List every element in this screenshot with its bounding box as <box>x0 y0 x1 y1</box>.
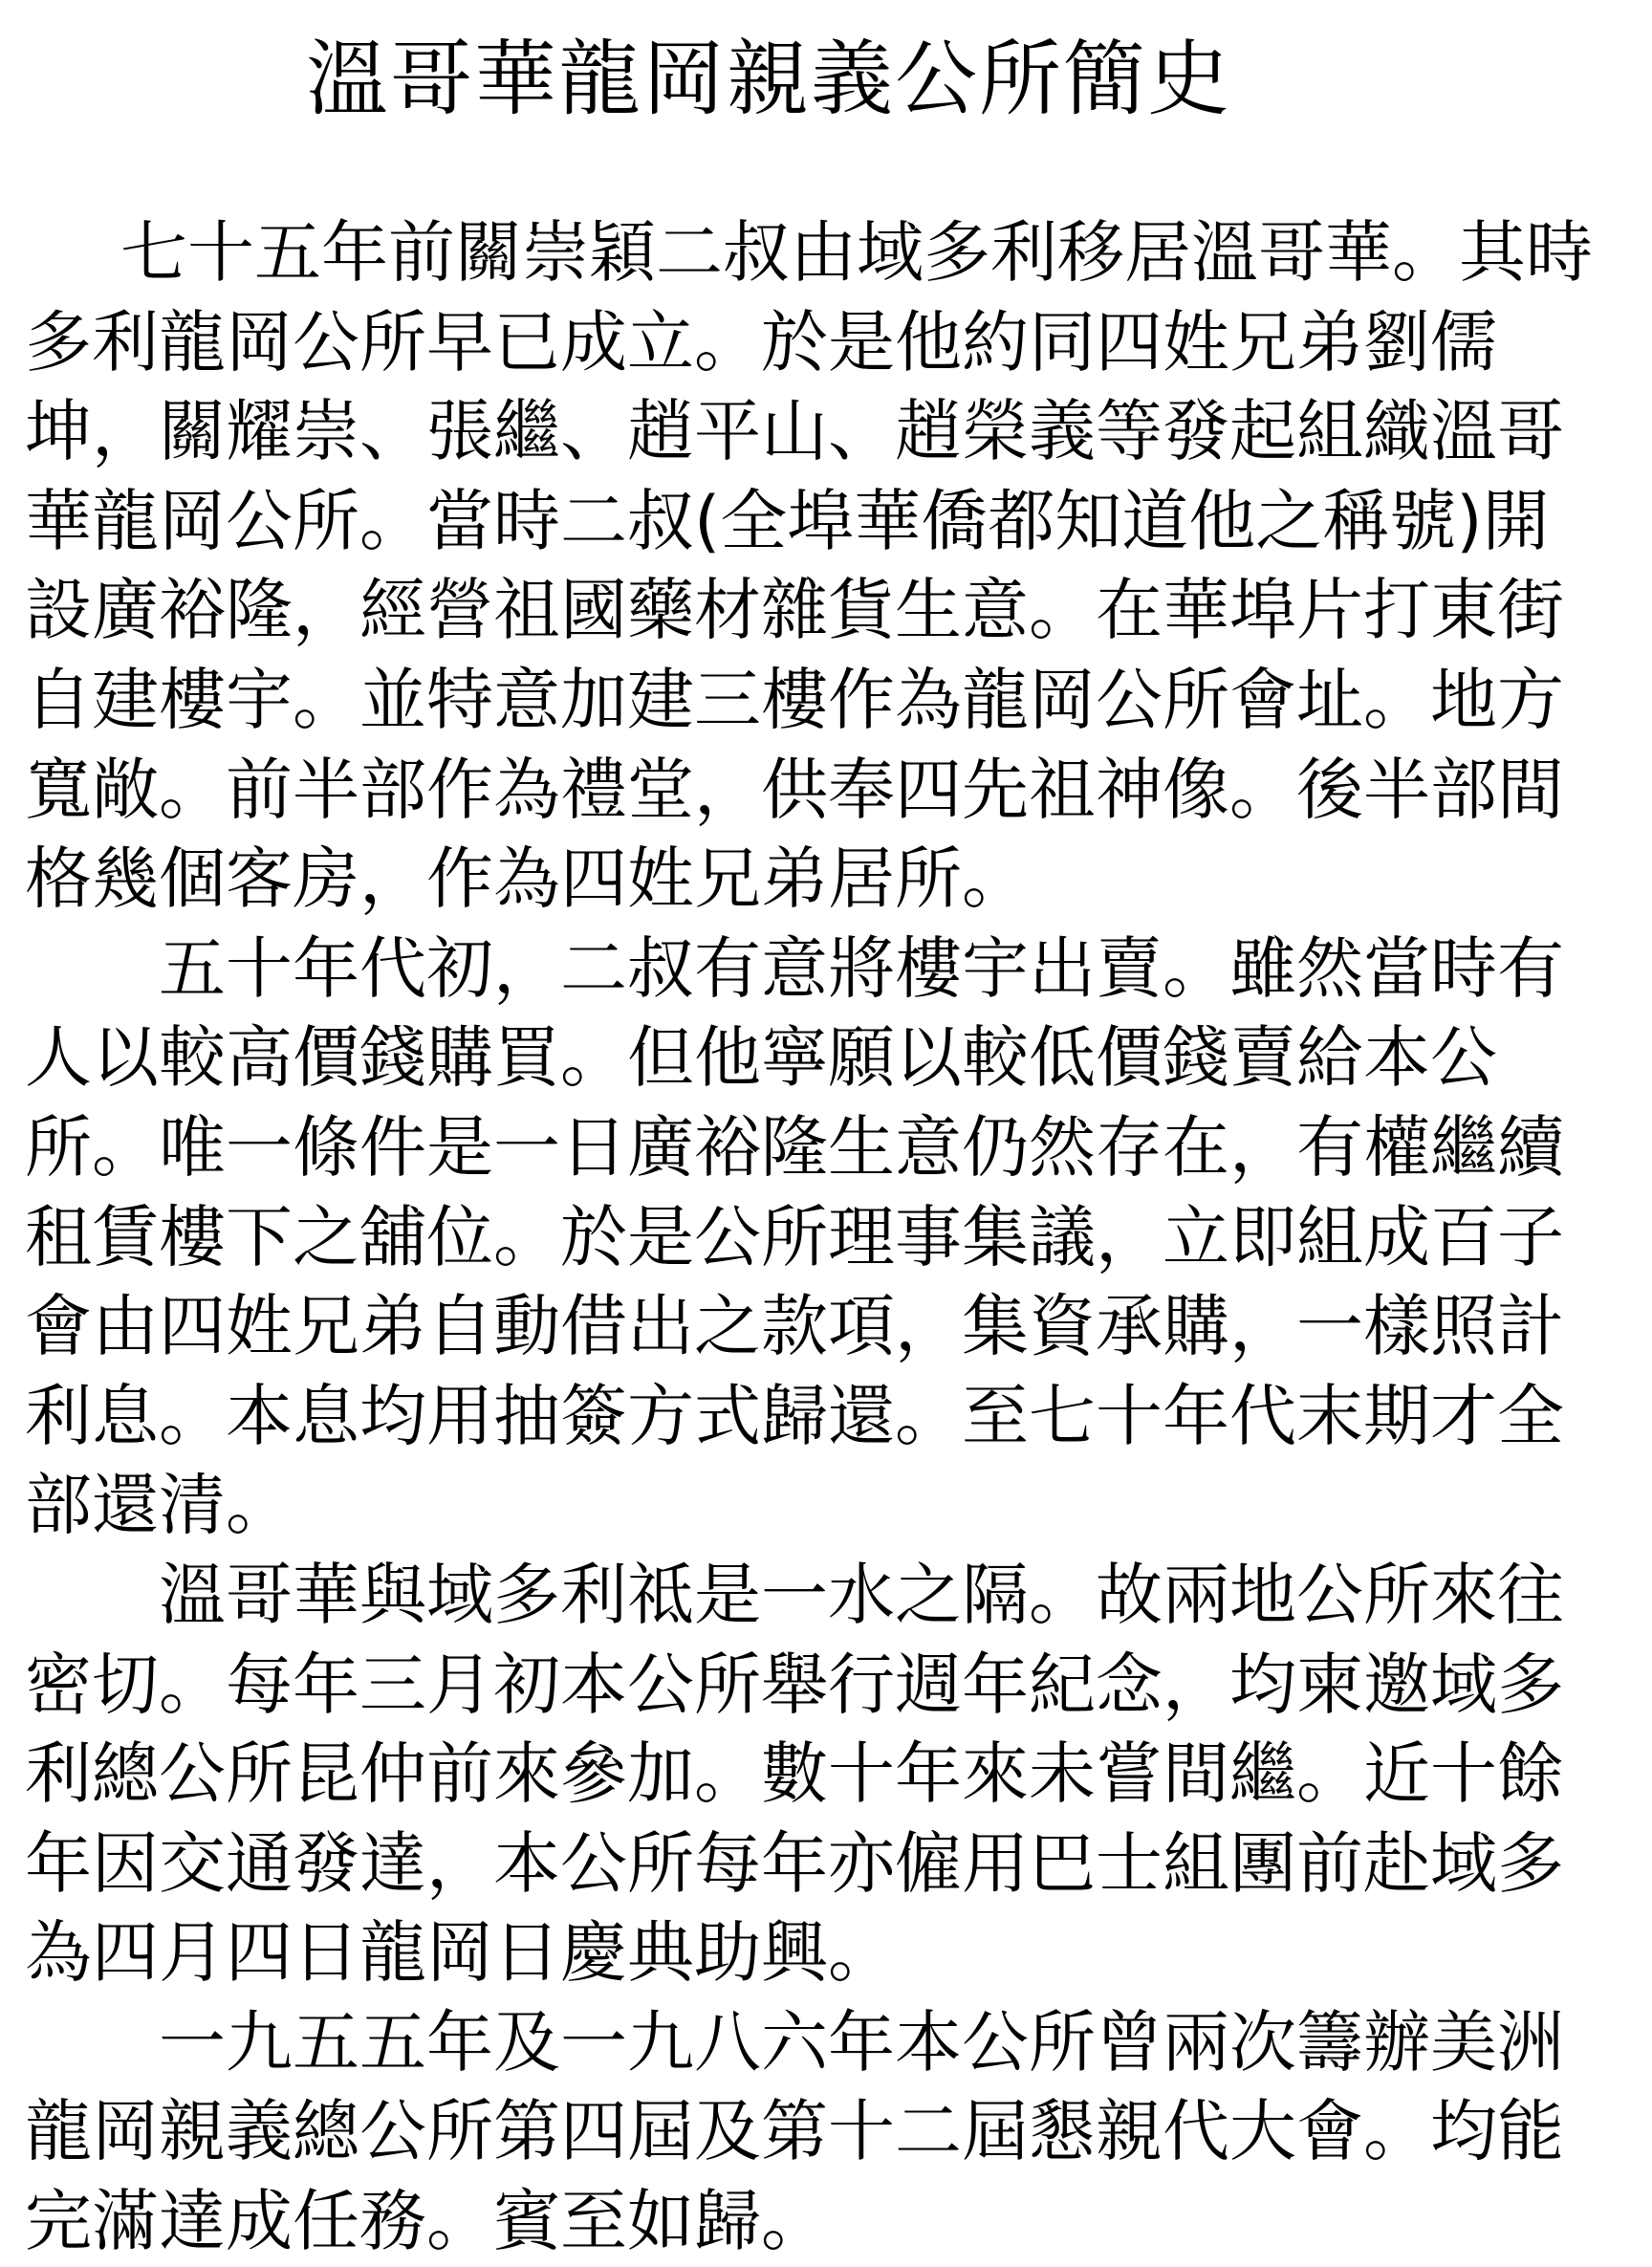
text-line: 利總公所昆仲前來參加。數十年來未嘗間繼。近十餘 <box>25 1734 1564 1814</box>
text-line: 密切。每年三月初本公所舉行週年紀念，均柬邀域多 <box>25 1645 1564 1724</box>
text-line: 為四月四日龍岡日慶典助興。 <box>25 1913 895 1993</box>
text-line: 坤，關耀崇、張繼、趙平山、趙榮義等發起組織溫哥 <box>25 392 1564 471</box>
text-line: 多利龍岡公所早已成立。於是他約同四姓兄弟劉儒 <box>25 302 1497 381</box>
text-line: 人以較高價錢購買。但他寧願以較低價錢賣給本公 <box>25 1018 1497 1098</box>
text-line: 完滿達成任務。賓至如歸。 <box>25 2182 828 2261</box>
text-line: 溫哥華與域多利祗是一水之隔。故兩地公所來往 <box>159 1555 1564 1634</box>
document-title: 溫哥華龍岡親義公所簡史 <box>306 32 1231 127</box>
text-line: 五十年代初，二叔有意將樓宇出賣。雖然當時有 <box>159 928 1564 1008</box>
paragraph <box>25 208 1631 925</box>
paragraph <box>25 925 1631 1551</box>
text-line: 寬敞。前半部作為禮堂，供奉四先祖神像。後半部間 <box>25 750 1564 829</box>
text-line: 會由四姓兄弟自動借出之款項，集資承購，一樣照計 <box>25 1287 1564 1366</box>
text-line: 華龍岡公所。當時二叔(全埠華僑都知道他之稱號)開 <box>25 481 1550 560</box>
document-body <box>25 208 1631 2267</box>
text-line: 一九五五年及一九八六年本公所曾兩次籌辦美洲 <box>159 2002 1564 2082</box>
text-line: 格幾個客房，作為四姓兄弟居所。 <box>25 839 1029 919</box>
paragraph <box>25 1551 1631 1998</box>
text-line: 部還清。 <box>25 1466 293 1545</box>
text-line: 所。唯一條件是一日廣裕隆生意仍然存在，有權繼續 <box>25 1107 1564 1187</box>
text-line: 利息。本息均用抽簽方式歸還。至七十年代末期才全 <box>25 1376 1564 1455</box>
text-line: 租賃樓下之舖位。於是公所理事集議，立即組成百子 <box>25 1197 1564 1276</box>
text-line: 設廣裕隆，經營祖國藥材雜貨生意。在華埠片打東街 <box>25 571 1564 650</box>
text-line: 年因交通發達，本公所每年亦僱用巴士組團前赴域多 <box>25 1823 1564 1903</box>
text-line: 龍岡親義總公所第四屆及第十二屆懇親代大會。均能 <box>25 2092 1564 2171</box>
text-line: 自建樓宇。並特意加建三樓作為龍岡公所會址。地方 <box>25 660 1564 739</box>
paragraph <box>25 1998 1631 2267</box>
text-line: 七十五年前關崇穎二叔由域多利移居溫哥華。其時 <box>120 213 1593 292</box>
